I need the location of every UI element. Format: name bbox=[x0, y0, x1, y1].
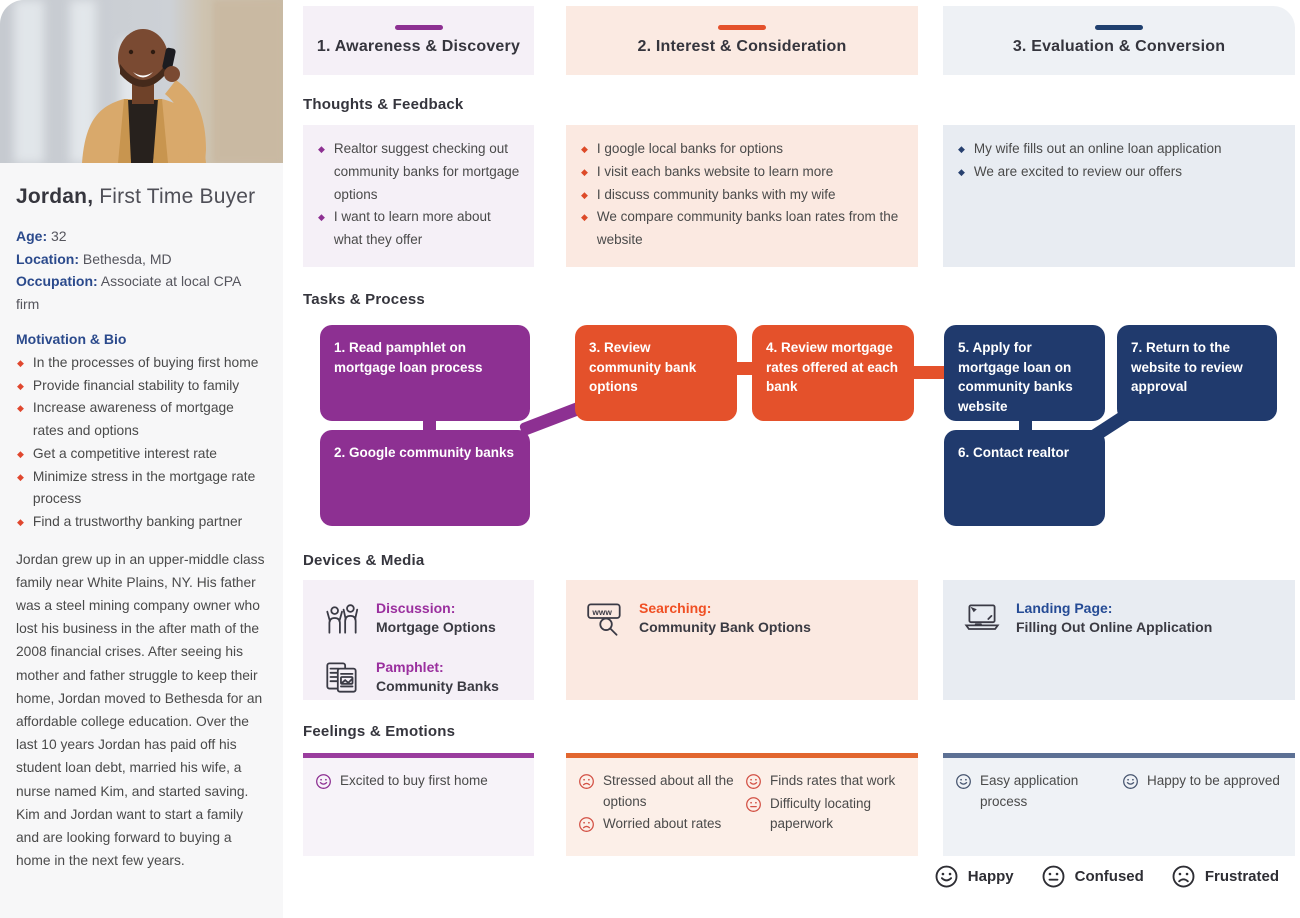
task-card-2: 2. Google community banks bbox=[320, 430, 530, 526]
persona-name bbox=[16, 185, 267, 209]
happy-face-icon bbox=[1122, 773, 1139, 790]
devices-box-awareness bbox=[303, 580, 534, 700]
persona-title: First Time Buyer bbox=[93, 185, 256, 208]
feelings-box-awareness bbox=[303, 753, 534, 856]
happy-face-icon bbox=[955, 773, 972, 790]
thought-item: ◆ I discuss community banks with my wife bbox=[579, 184, 905, 207]
motivation-item: ◆ Find a trustworthy banking partner bbox=[16, 511, 267, 534]
persona-field-age: Age: 32 bbox=[16, 228, 67, 244]
device-value: Filling Out Online Application bbox=[1016, 619, 1213, 635]
happy-face-icon bbox=[745, 773, 762, 790]
stage-accent-dash bbox=[1095, 25, 1143, 30]
task-card-4: 4. Review mortgage rates offered at each bank bbox=[752, 325, 914, 421]
persona-field-occupation: Occupation: Associate at local CPA firm bbox=[16, 273, 241, 312]
motivation-item: ◆ Get a competitive interest rate bbox=[16, 443, 267, 466]
thought-item: ◆ My wife fills out an online loan application bbox=[956, 138, 1282, 161]
diamond-bullet-icon: ◆ bbox=[17, 380, 24, 391]
thought-item: ◆ We compare community banks loan rates from the website bbox=[579, 206, 905, 252]
stage-header-interest bbox=[566, 6, 918, 75]
confused-face-icon bbox=[1041, 864, 1066, 889]
stage-accent-dash bbox=[395, 25, 443, 30]
legend-item-happy: Happy bbox=[934, 864, 1014, 889]
device-text bbox=[1016, 599, 1212, 637]
stage-label: 2. Interest & Consideration bbox=[637, 38, 847, 55]
row-label-thoughts: Thoughts & Feedback bbox=[303, 96, 464, 113]
task-card-5: 5. Apply for mortgage loan on community banks website bbox=[944, 325, 1105, 421]
device-value: Community Bank Options bbox=[639, 619, 811, 635]
device-item bbox=[321, 656, 516, 698]
diamond-bullet-icon: ◆ bbox=[17, 403, 24, 414]
diamond-bullet-icon: ◆ bbox=[958, 144, 965, 154]
feeling-item: Stressed about all the options bbox=[578, 771, 739, 812]
persona-first-name: Jordan, bbox=[16, 185, 94, 208]
thought-item: ◆ I google local banks for options bbox=[579, 138, 905, 161]
device-label: Pamphlet: bbox=[376, 659, 444, 675]
stage-label: 1. Awareness & Discovery bbox=[316, 38, 521, 55]
motivation-item: ◆ Increase awareness of mortgage rates and options bbox=[16, 397, 267, 442]
feeling-item: Excited to buy first home bbox=[315, 771, 522, 792]
diamond-bullet-icon: ◆ bbox=[318, 144, 325, 154]
feelings-box-evaluation bbox=[943, 753, 1295, 856]
svg-text:www: www bbox=[592, 606, 612, 617]
device-value: Mortgage Options bbox=[376, 619, 496, 635]
feeling-item: Difficulty locating paperwork bbox=[745, 794, 906, 835]
thoughts-box-awareness bbox=[303, 125, 534, 267]
frustrated-face-icon bbox=[578, 816, 595, 833]
task-card-7: 7. Return to the website to review approval bbox=[1117, 325, 1277, 421]
device-label: Landing Page: bbox=[1016, 600, 1113, 616]
diamond-bullet-icon: ◆ bbox=[581, 144, 588, 154]
motivation-item: ◆ Provide financial stability to family bbox=[16, 375, 267, 398]
stage-header-awareness bbox=[303, 6, 534, 75]
laptop-icon bbox=[961, 597, 1003, 639]
diamond-bullet-icon: ◆ bbox=[17, 516, 24, 527]
device-item bbox=[584, 597, 900, 639]
feeling-item: Easy application process bbox=[955, 771, 1116, 812]
mood-legend bbox=[943, 864, 1295, 889]
feelings-box-interest bbox=[566, 753, 918, 856]
diamond-bullet-icon: ◆ bbox=[581, 166, 588, 177]
motivation-item: ◆ In the processes of buying first home bbox=[16, 352, 267, 375]
frustrated-face-icon bbox=[1171, 864, 1196, 889]
device-item bbox=[321, 597, 516, 639]
stage-label: 3. Evaluation & Conversion bbox=[1012, 38, 1226, 55]
happy-face-icon bbox=[934, 864, 959, 889]
devices-box-interest bbox=[566, 580, 918, 700]
diamond-bullet-icon: ◆ bbox=[958, 166, 965, 177]
task-card-6: 6. Contact realtor bbox=[944, 430, 1105, 526]
diamond-bullet-icon: ◆ bbox=[581, 212, 588, 223]
diamond-bullet-icon: ◆ bbox=[318, 212, 325, 223]
persona-bio: Jordan grew up in an upper-middle class family near White Plains, NY. His father was a steel mining company owner who lost his business in the after math of the 2008 financial crises. After seeing his mother and father struggle to keep their home, Jordan moved to Bethesda for an affordable college education. Over the last 10 years Jordan has paid off his student loan debt, married his wife, a nurse named Kim, and started saving. Kim and Jordan want to start a family and are looking forward to buying a home in the next few years. bbox=[16, 551, 265, 869]
thought-item: ◆ I want to learn more about what they offer bbox=[316, 206, 521, 252]
task-card-3: 3. Review community bank options bbox=[575, 325, 737, 421]
thoughts-box-interest bbox=[566, 125, 918, 267]
diamond-bullet-icon: ◆ bbox=[17, 358, 24, 368]
motivation-item: ◆ Minimize stress in the mortgage rate process bbox=[16, 466, 267, 511]
thought-item: ◆ I visit each banks website to learn more bbox=[579, 161, 905, 184]
device-text bbox=[376, 658, 499, 696]
legend-item-confused: Confused bbox=[1041, 864, 1144, 889]
connector-task4-task5 bbox=[912, 366, 946, 379]
devices-box-evaluation bbox=[943, 580, 1295, 700]
stage-accent-dash bbox=[718, 25, 766, 30]
device-text bbox=[639, 599, 811, 637]
persona-sidebar bbox=[0, 0, 283, 918]
motivation-list bbox=[16, 352, 267, 534]
motivation-bio-heading: Motivation & Bio bbox=[16, 331, 127, 347]
thoughts-box-evaluation bbox=[943, 125, 1295, 267]
row-label-devices: Devices & Media bbox=[303, 552, 425, 569]
stage-header-evaluation bbox=[943, 6, 1295, 75]
diamond-bullet-icon: ◆ bbox=[17, 448, 24, 459]
persona-field-location: Location: Bethesda, MD bbox=[16, 250, 172, 267]
pamphlet-icon bbox=[321, 656, 363, 698]
task-card-1: 1. Read pamphlet on mortgage loan process bbox=[320, 325, 530, 421]
legend-item-frustrated: Frustrated bbox=[1171, 864, 1279, 889]
feeling-item: Happy to be approved bbox=[1122, 771, 1283, 792]
web-search-icon bbox=[584, 597, 626, 639]
thought-item: ◆ Realtor suggest checking out community banks for mortgage options bbox=[316, 138, 521, 206]
row-label-tasks: Tasks & Process bbox=[303, 291, 425, 308]
confused-face-icon bbox=[745, 796, 762, 813]
feeling-item: Finds rates that work bbox=[745, 771, 906, 792]
discussion-icon bbox=[321, 597, 363, 639]
persona-photo-illustration bbox=[0, 0, 283, 163]
thought-item: ◆ We are excited to review our offers bbox=[956, 161, 1282, 184]
diamond-bullet-icon: ◆ bbox=[581, 189, 588, 200]
feeling-item: Worried about rates bbox=[578, 814, 739, 835]
persona-photo bbox=[0, 0, 283, 163]
happy-face-icon bbox=[315, 773, 332, 790]
device-text bbox=[376, 599, 496, 637]
device-value: Community Banks bbox=[376, 678, 499, 694]
diamond-bullet-icon: ◆ bbox=[17, 471, 24, 482]
device-item bbox=[961, 597, 1277, 639]
frustrated-face-icon bbox=[578, 773, 595, 790]
row-label-feelings: Feelings & Emotions bbox=[303, 723, 456, 740]
device-label: Searching: bbox=[639, 600, 712, 616]
device-label: Discussion: bbox=[376, 600, 456, 616]
